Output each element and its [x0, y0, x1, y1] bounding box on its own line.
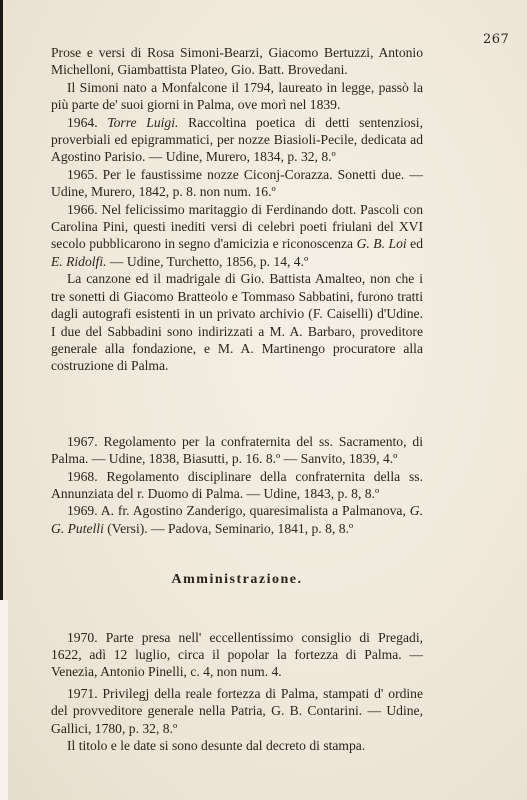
entry-1970: 1970. Parte presa nell' eccellentissimo consiglio di Pregadi, 1622, adì 12 luglio, circa il popolar la fortezza di Palma. — Venezia, Antonio Pinelli, c. 4, non num. 4. [51, 629, 423, 680]
page-number: 267 [483, 32, 510, 47]
page-body [51, 44, 423, 754]
entry-1967: 1967. Regolamento per la confraternita del ss. Sacramento, di Palma. — Udine, 1838, Biasutti, p. 16. 8.º — Sanvito, 1839, 4.º [51, 433, 423, 467]
note-paragraph: Il Simoni nato a Monfalcone il 1794, laureato in legge, passò la più parte de' suoi giorni in Palma, ove morì nel 1839. [51, 79, 423, 113]
editor-name-2: E. Ridolfi. [51, 253, 107, 269]
page-edge [0, 600, 8, 800]
note-paragraph-3: Il titolo e le date si sono desunte dal decreto di stampa. [67, 738, 366, 753]
entry-1971: 1971. Privilegj della reale fortezza di Palma, stampati d' ordine del provveditore generale nella Patria, G. B. Contarini. — Udine, Gallici, 1780, p. 32, 8.º [51, 685, 423, 736]
book-page [3, 0, 527, 800]
section-gap [51, 375, 423, 433]
author-name: Torre Luigi. [107, 114, 179, 130]
contributors-paragraph: Prose e versi di Rosa Simoni-Bearzi, Giacomo Bertuzzi, Antonio Michelloni, Giambattista Plateo, Gio. Batt. Brovedani. [51, 45, 423, 78]
entry-1965: 1965. Per le faustissime nozze Ciconj-Corazza. Sonetti due. — Udine, Murero, 1842, p. 8. non num. 16.º [51, 166, 423, 200]
entry-1969: 1969. A. fr. Agostino Zanderigo, quaresimalista a Palmanova, G. G. Putelli (Versi). — Padova, Seminario, 1841, p. 8, 8.º [51, 503, 423, 536]
entry-1964: 1964. Torre Luigi. Raccoltina poetica di detti sentenziosi, proverbiali ed epigrammatici, per nozze Biasioli-Pecile, dedicata ad Agostino Parisio. — Udine, Murero, 1834, p. 32, 8.º [51, 114, 423, 165]
author-name-2: G. G. Putelli [51, 503, 423, 536]
entry-1968: 1968. Regolamento disciplinare della confraternita della ss. Annunziata del r. Duomo di Palma. — Udine, 1843, p. 8, 8.º [51, 468, 423, 501]
entry-1966: 1966. Nel felicissimo maritaggio di Ferdinando dott. Pascoli con Carolina Pini, questi inediti versi di celebri poeti friulani del XVI secolo pubblicarono in segno d'amicizia e riconoscenza G. B. Loi ed E. Ridolfi. — Udine, Turchetto, 1856, p. 14, 4.º [51, 201, 423, 269]
editor-name: G. B. Loi [356, 236, 407, 252]
note-paragraph-2: La canzone ed il madrigale di Gio. Battista Amalteo, non che i tre sonetti di Giacomo Bratteolo e Tommaso Sabbatini, furono tratti dagli autografi esistenti in un privato archivio (F. Caiselli) d'Udine. I due del Sabbadini sono indirizzati a M. A. Barbaro, proveditore generale alla fondazione, e M. A. Martinengo procuratore alla costruzione di Palma. [51, 271, 423, 374]
section-heading: Amministrazione. [171, 572, 303, 588]
